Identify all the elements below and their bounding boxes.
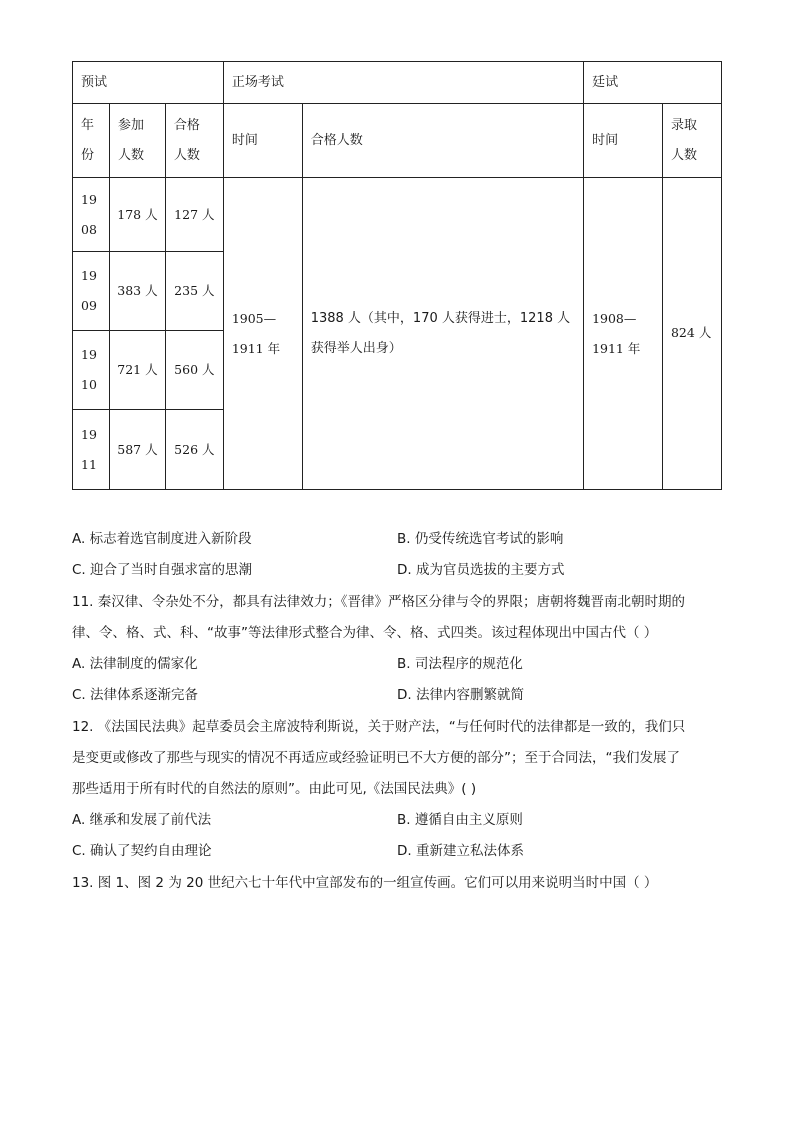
attend-header: 参加 人数 — [109, 104, 165, 178]
q11-option-a[interactable]: A. 法律制度的儒家化 — [72, 656, 198, 672]
main-pass-header: 合格人数 — [302, 104, 583, 178]
pass-cell: 526 人 — [165, 410, 223, 490]
q11-option-d[interactable]: D. 法律内容删繁就简 — [397, 687, 524, 703]
q11-stem-line-1: 11. 秦汉律、令杂处不分，都具有法律效力；《晋律》严格区分律与令的界限；唐朝将魏晋南北朝时期的 — [72, 594, 686, 610]
q10-option-d[interactable]: D. 成为官员选拔的主要方式 — [397, 562, 565, 578]
palace-time-cell: 1908— 1911 年 — [584, 178, 663, 490]
attend-cell: 383 人 — [109, 252, 165, 331]
preliminary-header: 预试 — [73, 62, 224, 104]
year-cell: 19 09 — [73, 252, 110, 331]
year-cell: 19 08 — [73, 178, 110, 252]
pass-cell: 235 人 — [165, 252, 223, 331]
palace-exam-header: 廷试 — [584, 62, 722, 104]
q12-stem-line-3: 那些适用于所有时代的自然法的原则”。由此可见,《法国民法典》( ) — [72, 781, 477, 797]
q10-option-a[interactable]: A. 标志着选官制度进入新阶段 — [72, 531, 252, 547]
q12-option-c[interactable]: C. 确认了契约自由理论 — [72, 843, 212, 859]
table-header-row-2 — [73, 104, 722, 178]
table-row — [73, 178, 722, 252]
year-header: 年 份 — [73, 104, 110, 178]
main-time-header: 时间 — [223, 104, 302, 178]
q11-option-c[interactable]: C. 法律体系逐渐完备 — [72, 687, 199, 703]
pass-cell: 127 人 — [165, 178, 223, 252]
table-header-row-1 — [73, 62, 722, 104]
q13-stem-line-1: 13. 图 1、图 2 为 20 世纪六七十年代中宣部发布的一组宣传画。它们可以用来说明当时中国（ ） — [72, 875, 658, 891]
q12-option-a[interactable]: A. 继承和发展了前代法 — [72, 812, 212, 828]
pass-header: 合格 人数 — [165, 104, 223, 178]
q10-option-c[interactable]: C. 迎合了当时自强求富的思潮 — [72, 562, 253, 578]
palace-time-header: 时间 — [584, 104, 663, 178]
main-time-cell: 1905— 1911 年 — [223, 178, 302, 490]
pass-cell: 560 人 — [165, 331, 223, 410]
exam-statistics-table — [72, 61, 722, 490]
attend-cell: 178 人 — [109, 178, 165, 252]
q11-stem-line-2: 律、令、格、式、科、“故事”等法律形式整合为律、令、格、式四类。该过程体现出中国古代（ ） — [72, 625, 658, 641]
main-pass-cell: 1388 人（其中，170 人获得进士，1218 人 获得举人出身） — [302, 178, 583, 490]
q12-option-b[interactable]: B. 遵循自由主义原则 — [397, 812, 523, 828]
q12-option-d[interactable]: D. 重新建立私法体系 — [397, 843, 524, 859]
q12-stem-line-1: 12. 《法国民法典》起草委员会主席波特利斯说，关于财产法，“与任何时代的法律都是一致的，我们只 — [72, 719, 686, 735]
q11-option-b[interactable]: B. 司法程序的规范化 — [397, 656, 523, 672]
admit-header: 录取 人数 — [662, 104, 721, 178]
q10-option-b[interactable]: B. 仍受传统选官考试的影响 — [397, 531, 564, 547]
year-cell: 19 10 — [73, 331, 110, 410]
year-cell: 19 11 — [73, 410, 110, 490]
main-exam-header: 正场考试 — [223, 62, 583, 104]
attend-cell: 721 人 — [109, 331, 165, 410]
q12-stem-line-2: 是变更或修改了那些与现实的情况不再适应或经验证明已不大方便的部分”；至于合同法，“我们发展了 — [72, 750, 680, 766]
admitted-cell: 824 人 — [662, 178, 721, 490]
attend-cell: 587 人 — [109, 410, 165, 490]
